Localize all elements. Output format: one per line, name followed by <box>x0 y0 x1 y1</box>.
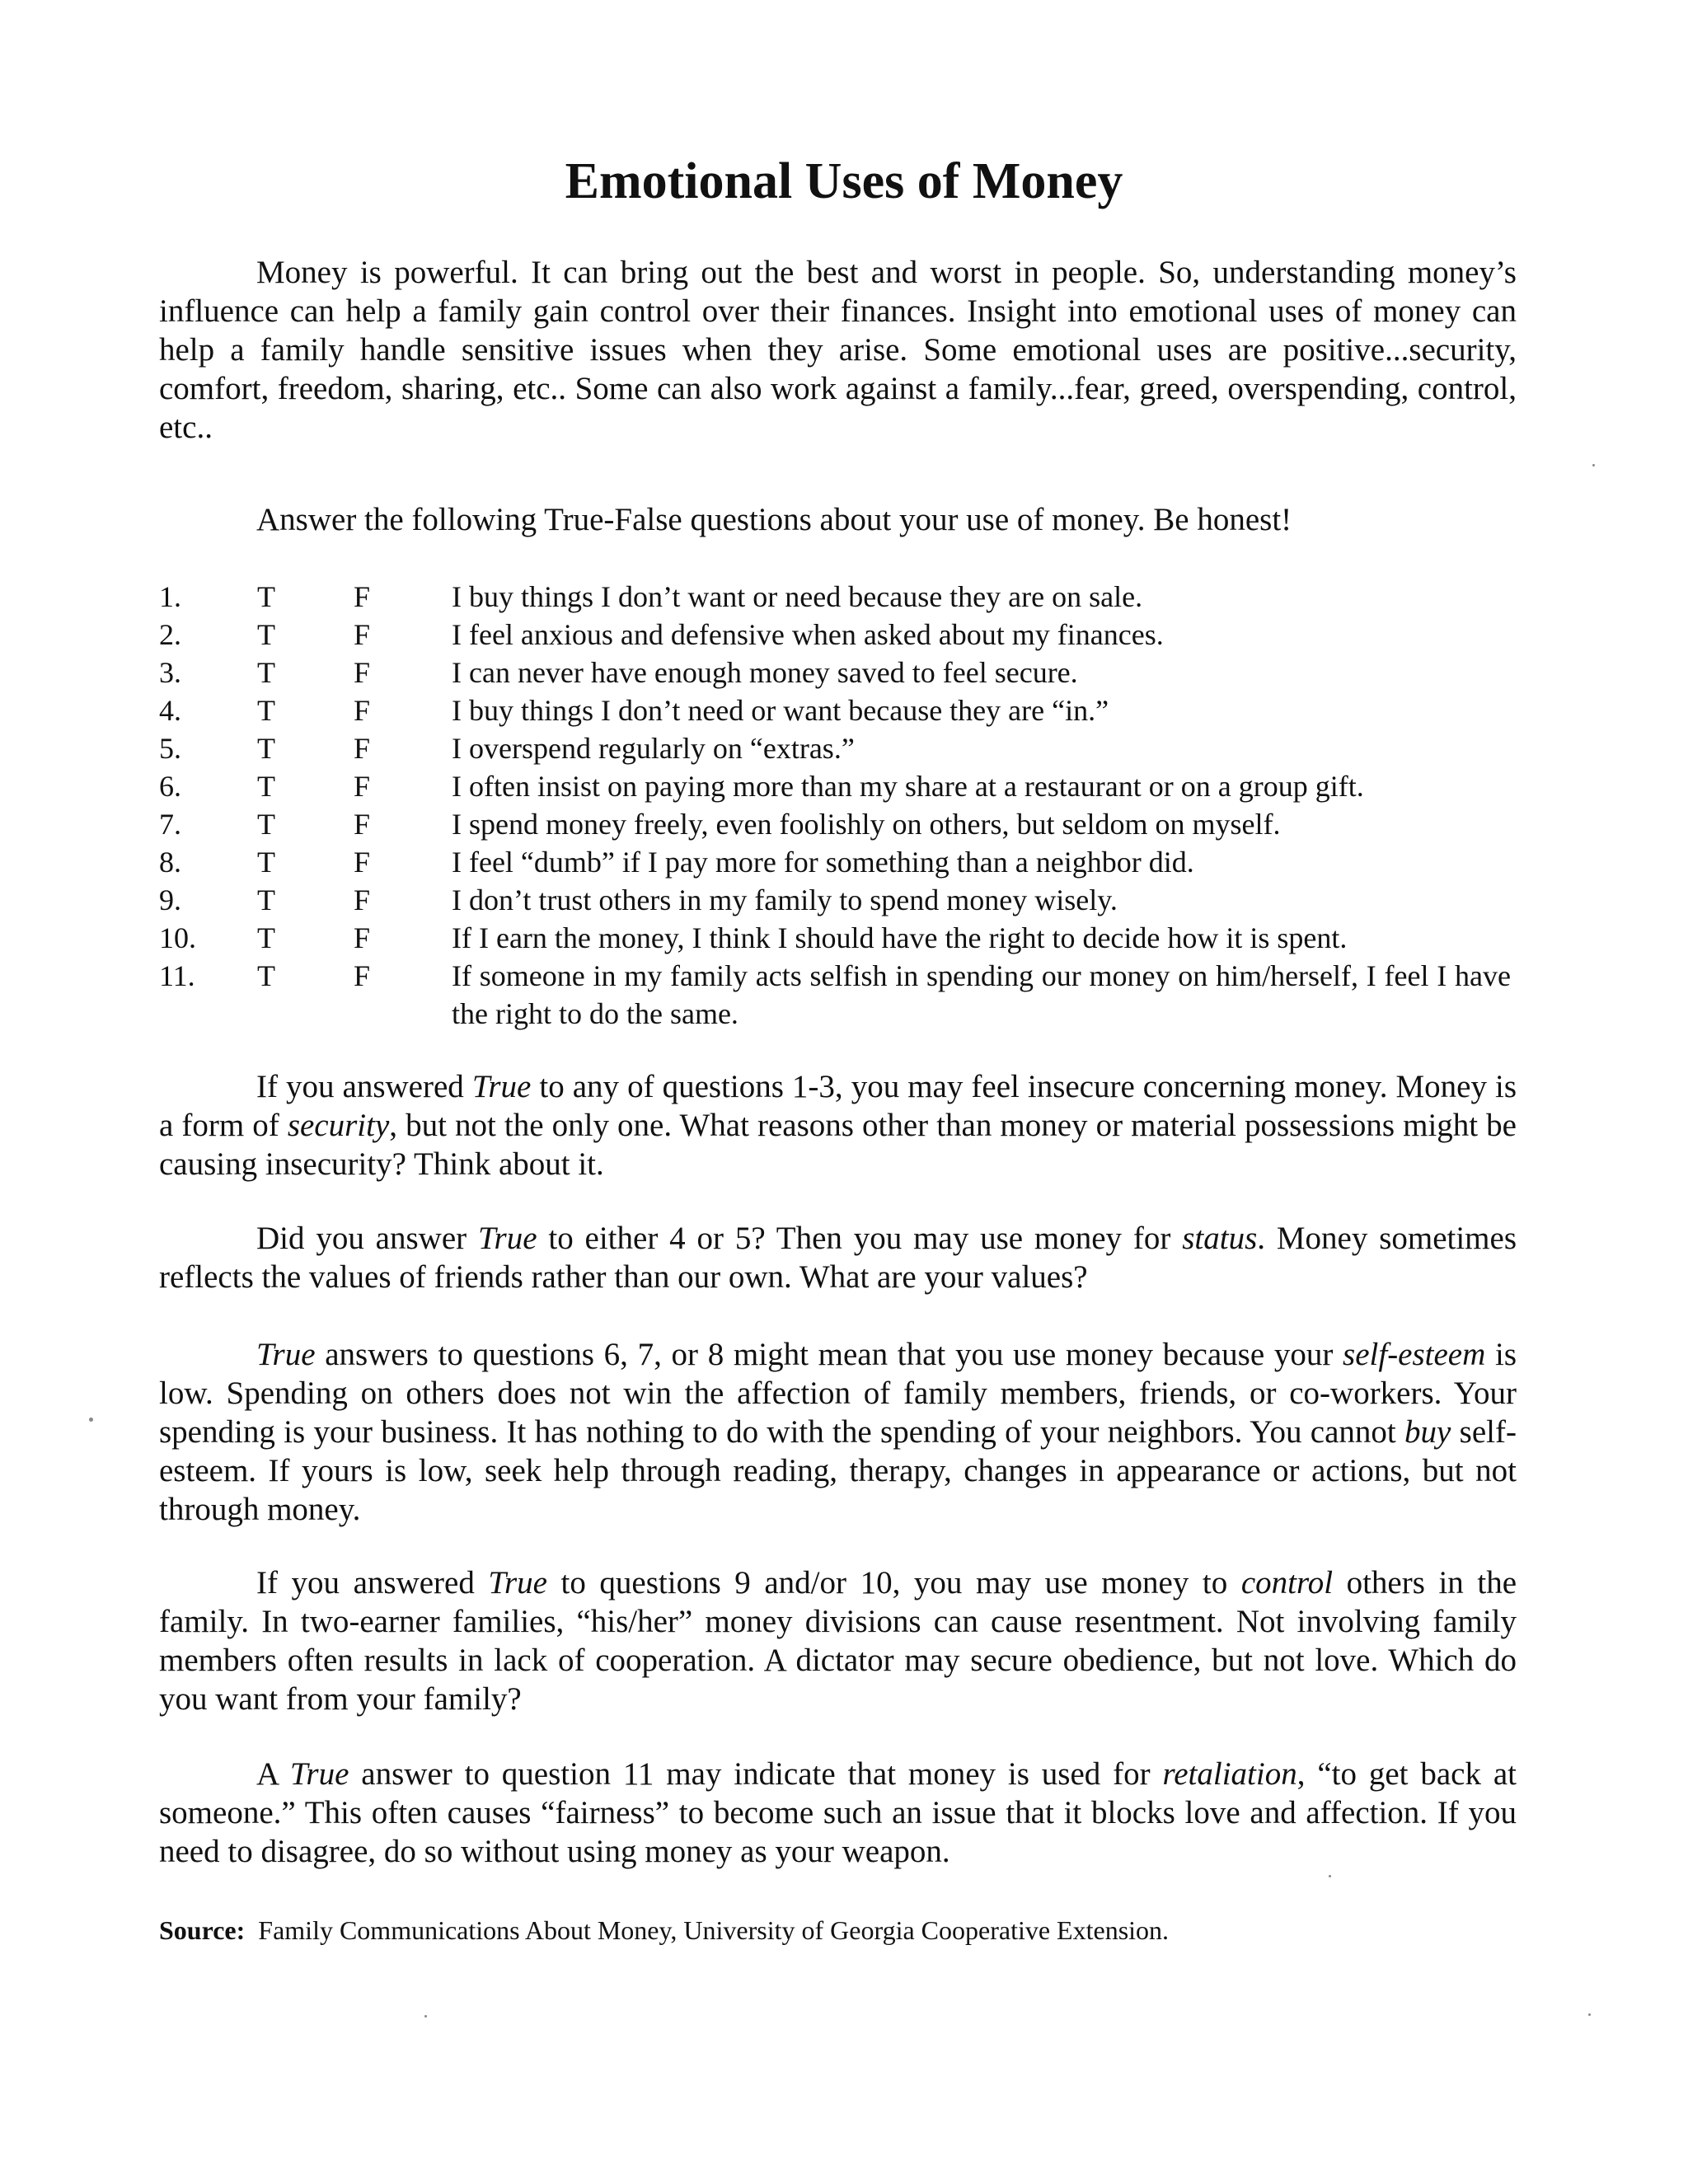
question-number: 4. <box>159 694 181 727</box>
true-option: T <box>257 618 275 651</box>
emphasis-true: True <box>289 1756 349 1792</box>
false-option: F <box>354 770 371 803</box>
question-number: 8. <box>159 846 181 879</box>
explanation-status <box>159 1219 1517 1296</box>
explanation-text: self-esteem. If yours is low, seek help through reading, therapy, changes in appearance or actions, but not through money. <box>159 1414 1517 1527</box>
explanation-text: , “to get back at someone.” This often causes “fairness” to become such an issue that it blocks love and affection. If you need to disagree, do so without using money as your weapon. <box>159 1756 1517 1869</box>
quiz-question-row <box>159 843 1527 881</box>
explanation-text: to either 4 or 5? Then you may use money for <box>537 1221 1183 1256</box>
false-option: F <box>354 921 371 954</box>
source-text: Family Communications About Money, University of Georgia Cooperative Extension. <box>258 1915 1170 1945</box>
emphasis-true: True <box>471 1069 532 1104</box>
explanation-text: A <box>256 1756 290 1792</box>
quiz-question-row <box>159 919 1527 957</box>
explanation-text: , but not the only one. What reasons other than money or material possessions might be causing insecurity? Think about it. <box>159 1108 1517 1182</box>
explanation-retaliation <box>159 1755 1517 1871</box>
false-option: F <box>354 732 371 765</box>
question-text: I buy things I don’t need or want because they are “in.” <box>452 694 1109 727</box>
question-number: 9. <box>159 883 181 916</box>
question-number: 11. <box>159 959 195 992</box>
explanation-text: answer to question 11 may indicate that money is used for <box>349 1756 1163 1792</box>
question-number: 1. <box>159 580 181 613</box>
question-text: I often insist on paying more than my share at a restaurant or on a group gift. <box>452 770 1364 803</box>
question-number: 10. <box>159 921 196 954</box>
quiz-question-row <box>159 957 1527 1033</box>
question-text: If I earn the money, I think I should have the right to decide how it is spent. <box>452 921 1348 954</box>
quiz-question-row <box>159 616 1527 654</box>
true-option: T <box>257 883 275 916</box>
explanation-text: answers to questions 6, 7, or 8 might mean that you use money because your <box>315 1337 1343 1372</box>
intro-paragraph: Money is powerful. It can bring out the best and worst in people. So, understanding money’s influence can help a family gain control over their finances. Insight into emotional uses of money can help a family handle sensitive issues when they arise. Some emotional uses are positive...security, comfort, freedom, sharing, etc.. Some can also work against a family...fear, greed, overspending, control, etc.. <box>159 255 1517 445</box>
true-false-quiz <box>159 578 1527 1033</box>
question-text: I can never have enough money saved to feel secure. <box>452 656 1078 689</box>
explanation-text: to any of questions 1-3, you may feel insecure concerning money. Money is a form of <box>159 1069 1517 1143</box>
emphasis-true: True <box>488 1565 547 1601</box>
explanation-text: If you answered <box>256 1069 472 1104</box>
emphasis-term: self-esteem <box>1343 1337 1486 1372</box>
explanation-insecurity <box>159 1067 1517 1183</box>
false-option: F <box>354 846 371 879</box>
explanation-text: others in the family. In two-earner families, “his/her” money divisions can cause resentment. Not involving family members often results in lack of cooperation. A dictator may secure obedience, but not love. Which do you want from your family? <box>159 1565 1517 1717</box>
quiz-question-row <box>159 881 1527 919</box>
explanation-text: is low. Spending on others does not win the affection of family members, friends, or co-workers. Your spending is your business. It has nothing to do with the spending of your neighbors. You cannot <box>159 1337 1517 1450</box>
false-option: F <box>354 656 371 689</box>
quiz-question-row <box>159 691 1527 729</box>
explanation-text: . Money sometimes reflects the values of friends rather than our own. What are your values? <box>159 1221 1517 1295</box>
question-text: I spend money freely, even foolishly on others, but seldom on myself. <box>452 808 1281 841</box>
question-number: 2. <box>159 618 181 651</box>
emphasis-term: retaliation <box>1162 1756 1297 1792</box>
question-number: 6. <box>159 770 181 803</box>
scan-speck <box>89 1418 93 1422</box>
question-number: 3. <box>159 656 181 689</box>
question-text: I feel “dumb” if I pay more for something than a neighbor did. <box>452 846 1194 879</box>
false-option: F <box>354 580 371 613</box>
false-option: F <box>354 883 371 916</box>
quiz-question-row <box>159 767 1527 805</box>
explanation-text: Did you answer <box>256 1221 478 1256</box>
emphasis-true: True <box>256 1337 316 1372</box>
quiz-question-row <box>159 654 1527 691</box>
scan-speck <box>1592 464 1595 466</box>
scan-speck <box>1588 2013 1591 2016</box>
explanation-text: If you answered <box>256 1565 489 1601</box>
true-option: T <box>257 732 275 765</box>
true-option: T <box>257 656 275 689</box>
emphasis-true: True <box>477 1221 537 1256</box>
false-option: F <box>354 694 371 727</box>
true-option: T <box>257 770 275 803</box>
explanation-text: to questions 9 and/or 10, you may use money to <box>546 1565 1241 1601</box>
scan-speck <box>424 2015 427 2018</box>
true-option: T <box>257 694 275 727</box>
question-text: I don’t trust others in my family to spend money wisely. <box>452 883 1118 916</box>
instructions-text: Answer the following True-False questions about your use of money. Be honest! <box>256 502 1292 537</box>
true-option: T <box>257 921 275 954</box>
true-option: T <box>257 808 275 841</box>
false-option: F <box>354 618 371 651</box>
quiz-question-row <box>159 578 1527 616</box>
question-number: 5. <box>159 732 181 765</box>
false-option: F <box>354 959 371 992</box>
scan-speck <box>1329 1875 1331 1877</box>
emphasis-term: buy <box>1404 1414 1451 1450</box>
quiz-question-row <box>159 805 1527 843</box>
source-label: Source: <box>159 1915 246 1945</box>
question-text: I buy things I don’t want or need because they are on sale. <box>452 580 1143 613</box>
question-text: If someone in my family acts selfish in spending our money on him/herself, I feel I have the right to do the same. <box>452 959 1511 1030</box>
question-number: 7. <box>159 808 181 841</box>
quiz-question-row <box>159 729 1527 767</box>
source-citation <box>159 1914 1169 1947</box>
explanation-control <box>159 1563 1517 1718</box>
true-option: T <box>257 580 275 613</box>
emphasis-term: control <box>1240 1565 1334 1601</box>
emphasis-term: security <box>287 1108 390 1143</box>
page-title: Emotional Uses of Money <box>565 153 1123 209</box>
explanation-self-esteem <box>159 1335 1517 1529</box>
question-text: I feel anxious and defensive when asked about my finances. <box>452 618 1164 651</box>
question-text: I overspend regularly on “extras.” <box>452 732 855 765</box>
true-option: T <box>257 846 275 879</box>
emphasis-term: status <box>1182 1221 1258 1256</box>
true-option: T <box>257 959 275 992</box>
false-option: F <box>354 808 371 841</box>
